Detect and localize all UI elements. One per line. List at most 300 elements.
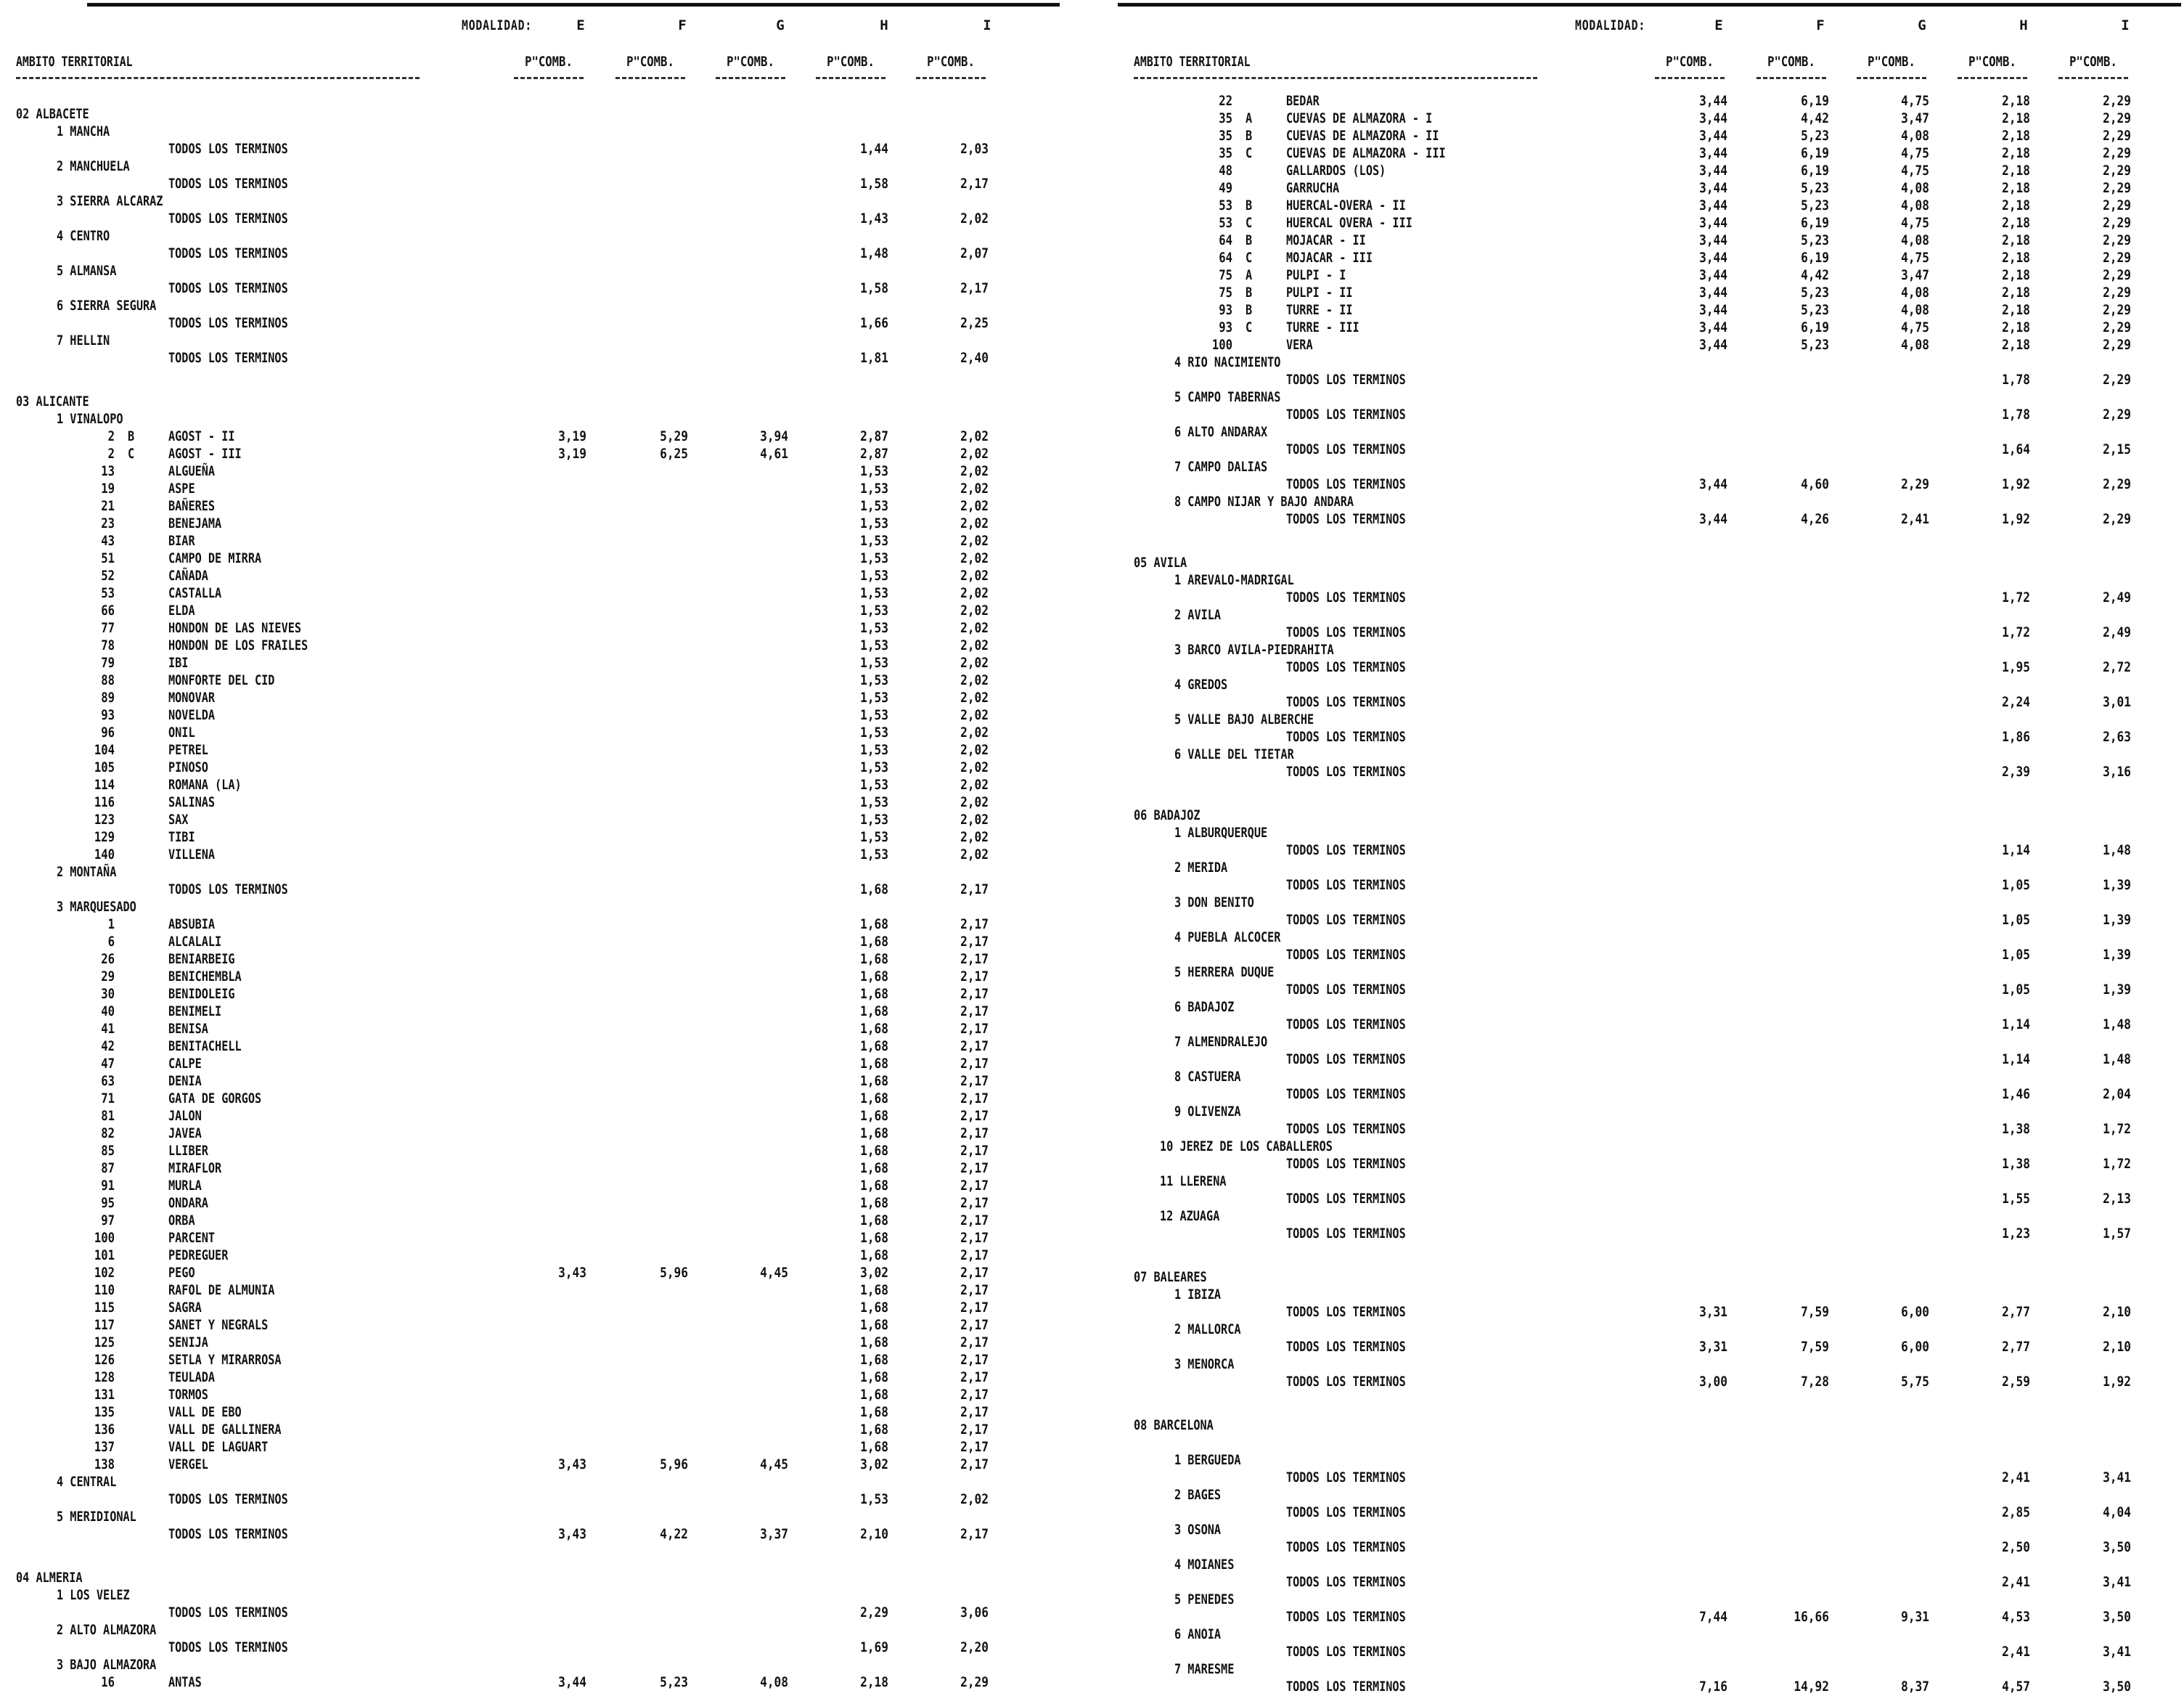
province-heading: [1118, 1269, 2184, 1287]
municipality-name: PEDREGUER: [168, 1247, 229, 1263]
table-row: [0, 1300, 1067, 1317]
municipality-name: BENITACHELL: [168, 1038, 242, 1054]
municipality-name: TODOS LOS TERMINOS: [1286, 1121, 1406, 1137]
value-i: 2,02: [960, 812, 989, 828]
value-h: 2,18: [2002, 215, 2030, 231]
value-e: 7,16: [1699, 1679, 1727, 1695]
table-row: [0, 690, 1067, 707]
municipality-code: 117: [94, 1317, 115, 1333]
value-i: 2,17: [960, 1387, 989, 1403]
comarca-heading: [0, 1587, 1067, 1605]
municipality-name: CUEVAS DE ALMAZORA - III: [1286, 145, 1446, 161]
value-h: 2,18: [2002, 267, 2030, 283]
municipality-name: TODOS LOS TERMINOS: [168, 1605, 288, 1620]
value-i: 2,17: [960, 1038, 989, 1054]
municipality-name: TODOS LOS TERMINOS: [1286, 511, 1406, 527]
value-i: 2,03: [960, 141, 989, 157]
value-h: 2,41: [2002, 1469, 2030, 1485]
value-i: 2,02: [960, 211, 989, 227]
value-h: 1,64: [2002, 441, 2030, 457]
municipality-name: TODOS LOS TERMINOS: [1286, 1644, 1406, 1660]
table-row: [0, 585, 1067, 603]
comarca-title: 6 SIERRA SEGURA: [57, 298, 157, 314]
comarca-title: 3 BAJO ALMAZORA: [57, 1657, 157, 1673]
municipality-name: TODOS LOS TERMINOS: [1286, 624, 1406, 640]
value-h: 1,78: [2002, 407, 2030, 423]
table-row: [0, 742, 1067, 759]
value-i: 2,29: [2103, 267, 2131, 283]
municipality-code: 26: [101, 951, 115, 967]
table-row: [1118, 232, 2184, 250]
value-i: 2,17: [960, 969, 989, 984]
table-row: [1118, 729, 2184, 746]
table-row: [1118, 1304, 2184, 1321]
modalidad-label: MODALIDAD:: [1575, 17, 1646, 33]
table-row: [0, 1247, 1067, 1265]
table-row: [1118, 250, 2184, 267]
value-f: 7,28: [1801, 1374, 1829, 1390]
municipality-code: 135: [94, 1404, 115, 1420]
value-i: 2,17: [960, 1404, 989, 1420]
municipality-code: 75: [1219, 267, 1232, 283]
comarca-heading: [1118, 572, 2184, 590]
comarca-heading: [1118, 1452, 2184, 1469]
value-f: 5,23: [1801, 232, 1829, 248]
municipality-code: 102: [94, 1265, 115, 1281]
table-row: [1118, 1469, 2184, 1487]
value-e: 7,44: [1699, 1609, 1727, 1625]
value-i: 2,49: [2103, 590, 2131, 606]
value-g: 4,08: [1901, 337, 1929, 353]
municipality-name: TURRE - III: [1286, 319, 1359, 335]
municipality-code: 137: [94, 1439, 115, 1455]
comarca-heading: [1118, 1626, 2184, 1644]
value-h: 1,68: [860, 1143, 888, 1159]
municipality-code: 64: [1219, 232, 1232, 248]
table-row: [1118, 1226, 2184, 1243]
value-h: 1,68: [860, 1160, 888, 1176]
municipality-name: GATA DE GORGOS: [168, 1090, 262, 1106]
comarca-heading: [1118, 746, 2184, 764]
municipality-name: GARRUCHA: [1286, 180, 1340, 196]
municipality-name: TODOS LOS TERMINOS: [1286, 1051, 1406, 1067]
value-g: 4,08: [1901, 180, 1929, 196]
value-i: 2,13: [2103, 1191, 2131, 1207]
municipality-suffix: A: [1246, 110, 1253, 126]
municipality-suffix: B: [128, 428, 135, 444]
table-row: [1118, 1504, 2184, 1522]
value-i: 1,72: [2103, 1156, 2131, 1172]
value-h: 1,68: [860, 986, 888, 1002]
municipality-suffix: C: [128, 446, 135, 462]
table-row: [0, 550, 1067, 568]
comarca-heading: [1118, 424, 2184, 441]
municipality-code: 53: [101, 585, 115, 601]
value-i: 2,17: [960, 1003, 989, 1019]
value-i: 2,17: [960, 1108, 989, 1124]
ambito-territorial-label: AMBITO TERRITORIAL: [1134, 54, 1251, 70]
value-h: 1,55: [2002, 1191, 2030, 1207]
municipality-name: SAGRA: [168, 1300, 202, 1316]
value-i: 2,02: [960, 655, 989, 671]
ambito-underline: [1134, 77, 1537, 79]
table-row: [0, 1073, 1067, 1090]
municipality-name: TODOS LOS TERMINOS: [1286, 947, 1406, 963]
value-i: 2,29: [2103, 372, 2131, 388]
table-row: [1118, 407, 2184, 424]
comarca-heading: [0, 864, 1067, 881]
value-f: 7,59: [1801, 1339, 1829, 1355]
municipality-name: PINOSO: [168, 759, 208, 775]
value-h: 1,48: [860, 245, 888, 261]
value-h: 1,53: [860, 777, 888, 793]
value-g: 3,47: [1901, 267, 1929, 283]
comarca-title: 6 ALTO ANDARAX: [1174, 424, 1268, 440]
municipality-code: 77: [101, 620, 115, 636]
value-i: 3,50: [2103, 1609, 2131, 1625]
value-h: 1,58: [860, 176, 888, 192]
value-i: 2,29: [2103, 145, 2131, 161]
table-row: [1118, 659, 2184, 677]
value-i: 1,48: [2103, 842, 2131, 858]
value-f: 5,96: [660, 1265, 688, 1281]
value-e: 3,44: [1699, 511, 1727, 527]
comarca-heading: [0, 1474, 1067, 1491]
value-h: 2,18: [2002, 110, 2030, 126]
value-g: 3,47: [1901, 110, 1929, 126]
comarca-title: 4 MOIANES: [1174, 1557, 1235, 1573]
comarca-title: 9 OLIVENZA: [1174, 1104, 1241, 1120]
comarca-heading: [1118, 642, 2184, 659]
table-row: [0, 969, 1067, 986]
value-i: 2,25: [960, 315, 989, 331]
comarca-title: 3 BARCO AVILA-PIEDRAHITA: [1174, 642, 1334, 658]
value-e: 3,31: [1699, 1339, 1727, 1355]
value-i: 2,02: [960, 637, 989, 653]
comarca-title: 5 MERIDIONAL: [57, 1509, 136, 1525]
municipality-code: 6: [107, 934, 115, 950]
value-h: 1,46: [2002, 1086, 2030, 1102]
territory-list: [1118, 93, 2184, 1696]
value-h: 1,05: [2002, 947, 2030, 963]
value-f: 4,42: [1801, 110, 1829, 126]
table-row: [0, 211, 1067, 228]
value-i: 2,17: [960, 1230, 989, 1246]
municipality-name: SALINAS: [168, 794, 216, 810]
municipality-name: CUEVAS DE ALMAZORA - I: [1286, 110, 1433, 126]
municipality-suffix: B: [1246, 128, 1253, 144]
value-h: 2,50: [2002, 1539, 2030, 1555]
municipality-name: DENIA: [168, 1073, 202, 1089]
comarca-heading: [1118, 607, 2184, 624]
value-i: 2,02: [960, 620, 989, 636]
table-row: [0, 1639, 1067, 1657]
table-row: [1118, 1086, 2184, 1104]
ambito-territorial-label: AMBITO TERRITORIAL: [16, 54, 133, 70]
municipality-name: PULPI - II: [1286, 285, 1353, 301]
municipality-name: TODOS LOS TERMINOS: [1286, 1574, 1406, 1590]
value-h: 1,53: [860, 655, 888, 671]
municipality-name: CAÑADA: [168, 568, 208, 584]
value-f: 6,19: [1801, 250, 1829, 266]
value-g: 4,08: [1901, 285, 1929, 301]
municipality-code: 47: [101, 1056, 115, 1072]
municipality-name: BENISA: [168, 1021, 208, 1037]
value-e: 3,00: [1699, 1374, 1727, 1390]
value-i: 2,17: [960, 1422, 989, 1438]
value-h: 1,86: [2002, 729, 2030, 745]
value-h: 1,68: [860, 1090, 888, 1106]
comarca-title: 3 MENORCA: [1174, 1356, 1235, 1372]
municipality-code: 78: [101, 637, 115, 653]
municipality-suffix: A: [1246, 267, 1253, 283]
province-title: 02 ALBACETE: [16, 106, 89, 122]
value-i: 2,02: [960, 515, 989, 531]
municipality-name: MOJACAR - II: [1286, 232, 1366, 248]
value-h: 1,38: [2002, 1156, 2030, 1172]
value-i: 2,02: [960, 498, 989, 514]
value-h: 1,92: [2002, 511, 2030, 527]
municipality-name: ANTAS: [168, 1674, 202, 1690]
table-row: [1118, 476, 2184, 494]
value-e: 3,44: [1699, 476, 1727, 492]
table-row: [1118, 877, 2184, 894]
municipality-name: TODOS LOS TERMINOS: [168, 881, 288, 897]
comarca-title: 3 DON BENITO: [1174, 894, 1254, 910]
value-i: 2,02: [960, 550, 989, 566]
municipality-name: TODOS LOS TERMINOS: [168, 1526, 288, 1542]
province-title: 05 AVILA: [1134, 555, 1187, 571]
municipality-name: ASPE: [168, 481, 195, 497]
value-h: 1,53: [860, 829, 888, 845]
value-h: 2,18: [2002, 232, 2030, 248]
table-row: [0, 1265, 1067, 1282]
value-f: 5,23: [660, 1674, 688, 1690]
municipality-name: VALL DE EBO: [168, 1404, 242, 1420]
value-i: 3,16: [2103, 764, 2131, 780]
value-h: 1,53: [860, 568, 888, 584]
province-title: 06 BADAJOZ: [1134, 807, 1201, 823]
value-g: 6,00: [1901, 1339, 1929, 1355]
municipality-name: TODOS LOS TERMINOS: [1286, 1609, 1406, 1625]
comarca-title: 4 CENTRAL: [57, 1474, 117, 1490]
value-h: 1,68: [860, 1212, 888, 1228]
value-h: 1,53: [860, 794, 888, 810]
table-row: [1118, 93, 2184, 110]
province-heading: [0, 394, 1067, 411]
value-h: 1,68: [860, 1056, 888, 1072]
municipality-name: TODOS LOS TERMINOS: [1286, 1679, 1406, 1695]
table-row: [1118, 285, 2184, 302]
municipality-name: RAFOL DE ALMUNIA: [168, 1282, 275, 1298]
table-row: [0, 428, 1067, 446]
municipality-code: 1: [107, 916, 115, 932]
comarca-title: 2 MERIDA: [1174, 860, 1228, 876]
municipality-code: 93: [101, 707, 115, 723]
value-i: 2,02: [960, 742, 989, 758]
value-h: 4,57: [2002, 1679, 2030, 1695]
municipality-code: 43: [101, 533, 115, 549]
municipality-name: TURRE - II: [1286, 302, 1353, 318]
value-i: 2,02: [960, 794, 989, 810]
value-i: 1,92: [2103, 1374, 2131, 1390]
value-i: 2,02: [960, 777, 989, 793]
value-i: 2,07: [960, 245, 989, 261]
province-heading: [1118, 555, 2184, 572]
municipality-name: TEULADA: [168, 1369, 216, 1385]
municipality-name: TODOS LOS TERMINOS: [1286, 659, 1406, 675]
municipality-name: NOVELDA: [168, 707, 216, 723]
value-e: 3,44: [1699, 197, 1727, 213]
value-i: 2,72: [2103, 659, 2131, 675]
value-i: 2,29: [2103, 197, 2131, 213]
value-i: 2,02: [960, 1491, 989, 1507]
column-header-p-comb: P"COMB.: [1666, 54, 1714, 70]
comarca-heading: [0, 333, 1067, 350]
value-f: 5,29: [660, 428, 688, 444]
column-header-p-comb: P"COMB.: [827, 54, 875, 70]
municipality-name: TIBI: [168, 829, 195, 845]
modalidad-letter: F: [1816, 17, 1825, 33]
value-h: 2,41: [2002, 1574, 2030, 1590]
table-row: [0, 637, 1067, 655]
province-heading: [0, 1570, 1067, 1587]
comarca-heading: [1118, 825, 2184, 842]
municipality-name: AGOST - III: [168, 446, 242, 462]
comarca-heading: [1118, 389, 2184, 407]
table-row: [0, 280, 1067, 298]
comarca-heading: [1118, 1208, 2184, 1226]
value-i: 2,02: [960, 428, 989, 444]
comarca-heading: [0, 298, 1067, 315]
value-h: 2,85: [2002, 1504, 2030, 1520]
municipality-code: 85: [101, 1143, 115, 1159]
municipality-name: BEDAR: [1286, 93, 1320, 109]
value-h: 1,68: [860, 1108, 888, 1124]
municipality-name: TODOS LOS TERMINOS: [1286, 372, 1406, 388]
municipality-suffix: C: [1246, 319, 1253, 335]
table-row: [0, 1404, 1067, 1422]
municipality-code: 110: [94, 1282, 115, 1298]
value-i: 2,17: [960, 1160, 989, 1176]
municipality-name: MONOVAR: [168, 690, 216, 706]
municipality-code: 116: [94, 794, 115, 810]
municipality-code: 128: [94, 1369, 115, 1385]
table-row: [1118, 1679, 2184, 1696]
municipality-name: AGOST - II: [168, 428, 235, 444]
municipality-code: 81: [101, 1108, 115, 1124]
value-i: 2,10: [2103, 1304, 2131, 1320]
value-h: 2,41: [2002, 1644, 2030, 1660]
value-f: 5,23: [1801, 197, 1829, 213]
value-h: 1,68: [860, 1352, 888, 1368]
value-g: 4,75: [1901, 145, 1929, 161]
value-e: 3,19: [558, 428, 586, 444]
value-i: 2,02: [960, 725, 989, 741]
municipality-code: 100: [1211, 337, 1232, 353]
value-g: 9,31: [1901, 1609, 1929, 1625]
municipality-name: TODOS LOS TERMINOS: [1286, 407, 1406, 423]
comarca-heading: [1118, 459, 2184, 476]
value-f: 4,26: [1801, 511, 1829, 527]
value-g: 8,37: [1901, 1679, 1929, 1695]
modalidad-letter: E: [576, 17, 585, 33]
comarca-title: 3 SIERRA ALCARAZ: [57, 193, 163, 209]
municipality-name: TODOS LOS TERMINOS: [168, 141, 288, 157]
value-h: 1,53: [860, 498, 888, 514]
value-e: 3,43: [558, 1265, 586, 1281]
value-e: 3,44: [1699, 180, 1727, 196]
table-row: [0, 1212, 1067, 1230]
comarca-heading: [0, 411, 1067, 428]
municipality-name: TODOS LOS TERMINOS: [1286, 1339, 1406, 1355]
value-i: 2,20: [960, 1639, 989, 1655]
comarca-title: 7 CAMPO DALIAS: [1174, 459, 1268, 475]
municipality-name: MIRAFLOR: [168, 1160, 222, 1176]
municipality-name: TODOS LOS TERMINOS: [168, 1639, 288, 1655]
municipality-code: 93: [1219, 319, 1232, 335]
value-h: 1,53: [860, 1491, 888, 1507]
municipality-name: TODOS LOS TERMINOS: [1286, 1226, 1406, 1242]
value-h: 2,18: [2002, 302, 2030, 318]
comarca-heading: [1118, 712, 2184, 729]
comarca-heading: [0, 1509, 1067, 1526]
table-row: [1118, 982, 2184, 999]
table-row: [0, 568, 1067, 585]
value-i: 2,29: [2103, 319, 2131, 335]
table-row: [0, 315, 1067, 333]
value-h: 1,68: [860, 1178, 888, 1194]
value-i: 2,29: [2103, 302, 2131, 318]
table-row: [1118, 947, 2184, 964]
table-row: [0, 1178, 1067, 1195]
municipality-code: 96: [101, 725, 115, 741]
value-i: 2,40: [960, 350, 989, 366]
value-g: 4,75: [1901, 93, 1929, 109]
value-i: 2,17: [960, 916, 989, 932]
value-h: 2,77: [2002, 1304, 2030, 1320]
value-i: 1,48: [2103, 1016, 2131, 1032]
municipality-name: TODOS LOS TERMINOS: [1286, 1304, 1406, 1320]
municipality-code: 22: [1219, 93, 1232, 109]
municipality-code: 126: [94, 1352, 115, 1368]
table-row: [1118, 372, 2184, 389]
municipality-suffix: C: [1246, 145, 1253, 161]
province-title: 07 BALEARES: [1134, 1269, 1207, 1285]
comarca-heading: [1118, 1661, 2184, 1679]
value-e: 3,19: [558, 446, 586, 462]
value-h: 1,53: [860, 672, 888, 688]
value-h: 1,68: [860, 1195, 888, 1211]
value-i: 2,17: [960, 1212, 989, 1228]
column-header-underline: [1655, 77, 1725, 79]
value-i: 2,63: [2103, 729, 2131, 745]
comarca-title: 6 ANOIA: [1174, 1626, 1222, 1642]
value-h: 2,18: [2002, 337, 2030, 353]
comarca-title: 3 MARQUESADO: [57, 899, 136, 915]
municipality-name: TODOS LOS TERMINOS: [1286, 694, 1406, 710]
municipality-name: TODOS LOS TERMINOS: [1286, 1016, 1406, 1032]
table-row: [0, 1038, 1067, 1056]
comarca-heading: [1118, 894, 2184, 912]
comarca-heading: [1118, 1173, 2184, 1191]
municipality-code: 93: [1219, 302, 1232, 318]
ambito-underline: [16, 77, 420, 79]
comarca-heading: [1118, 929, 2184, 947]
value-i: 2,02: [960, 481, 989, 497]
comarca-title: 4 PUEBLA ALCOCER: [1174, 929, 1281, 945]
value-g: 4,08: [1901, 232, 1929, 248]
